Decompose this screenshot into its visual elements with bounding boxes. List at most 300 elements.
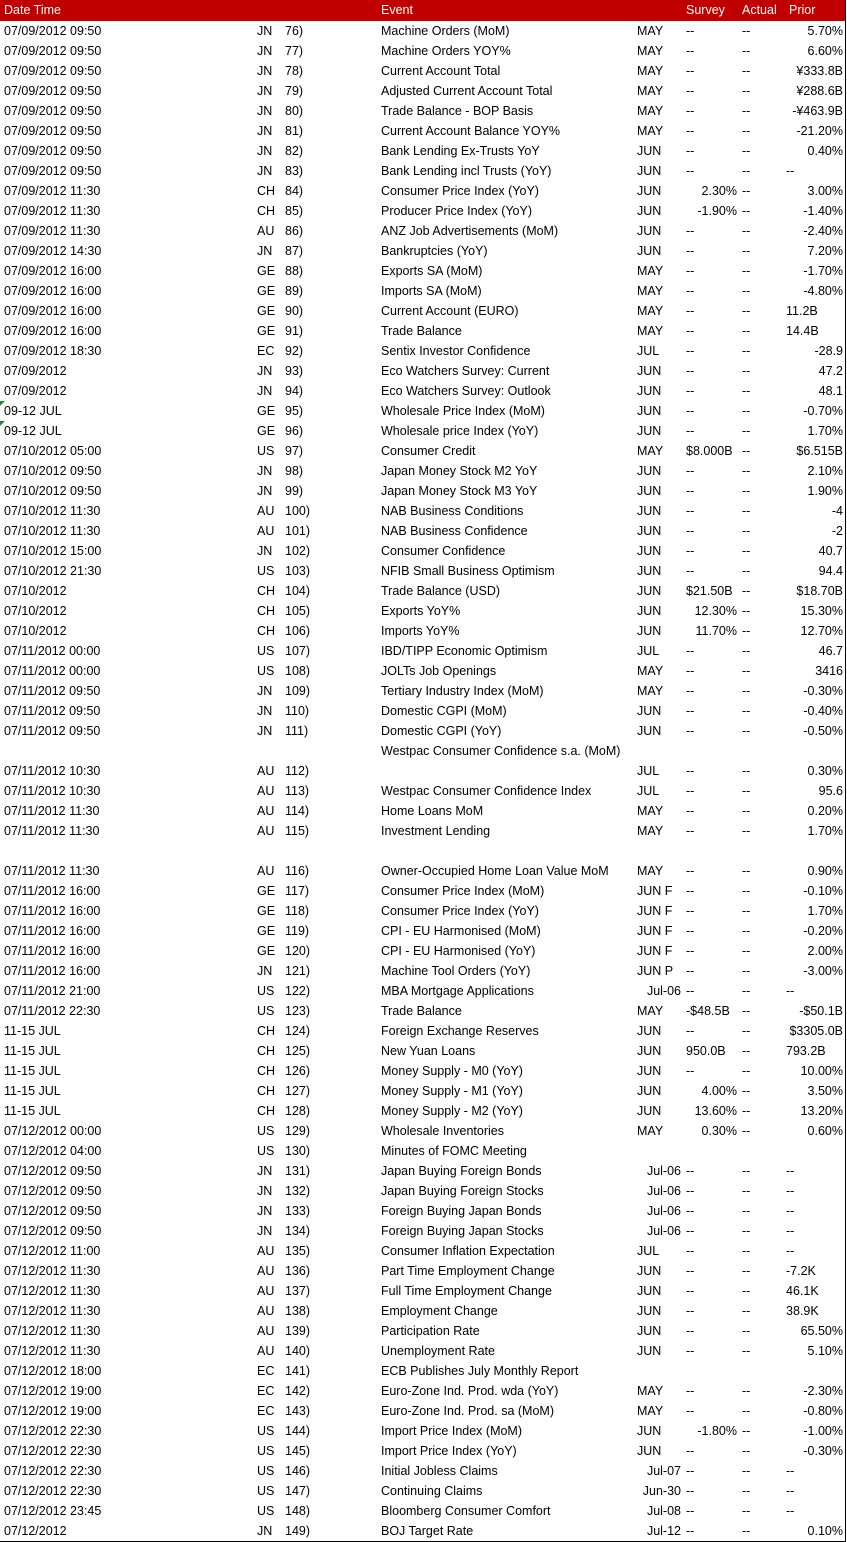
cell-survey: -- <box>686 144 695 158</box>
cell-event: CPI - EU Harmonised (YoY) <box>381 944 536 958</box>
cell-survey: -$48.5B <box>686 1004 730 1018</box>
cell-actual: -- <box>742 264 751 278</box>
cell-period: JUN <box>637 204 662 218</box>
cell-period: JUN <box>637 364 662 378</box>
table-row <box>0 401 845 421</box>
cell-survey: -- <box>686 84 695 98</box>
cell-country: AU <box>257 1344 275 1358</box>
cell-number: 90) <box>285 304 304 318</box>
cell-survey: -- <box>686 264 695 278</box>
cell-prior: 7.20% <box>807 244 843 258</box>
cell-number: 114) <box>285 804 310 818</box>
cell-prior: -- <box>786 1504 795 1518</box>
cell-datetime: 07/12/2012 22:30 <box>4 1424 102 1438</box>
cell-datetime: 07/09/2012 14:30 <box>4 244 102 258</box>
cell-actual: -- <box>742 184 751 198</box>
cell-datetime: 07/09/2012 16:00 <box>4 264 102 278</box>
cell-prior: $6.515B <box>796 444 843 458</box>
cell-event: NAB Business Confidence <box>381 524 528 538</box>
table-row <box>0 981 845 1001</box>
cell-datetime: 07/09/2012 11:30 <box>4 184 101 198</box>
cell-actual: -- <box>742 64 751 78</box>
cell-period: MAY <box>637 804 664 818</box>
cell-period: JUN <box>637 404 662 418</box>
cell-survey: -1.90% <box>697 204 737 218</box>
cell-survey: -- <box>686 864 695 878</box>
cell-datetime: 07/12/2012 11:00 <box>4 1244 101 1258</box>
cell-period: JUN <box>637 1104 662 1118</box>
cell-country: US <box>257 1124 275 1138</box>
cell-country: JN <box>257 964 273 978</box>
table-row <box>0 661 845 681</box>
cell-prior: 5.70% <box>807 24 843 38</box>
cell-period: MAY <box>637 1384 664 1398</box>
cell-event: Tertiary Industry Index (MoM) <box>381 684 544 698</box>
cell-prior: 0.60% <box>807 1124 843 1138</box>
table-row <box>0 1001 845 1021</box>
cell-datetime: 11-15 JUL <box>4 1024 61 1038</box>
cell-datetime: 07/10/2012 <box>4 624 67 638</box>
cell-period: JUN <box>637 1064 662 1078</box>
cell-prior: -- <box>786 1164 795 1178</box>
cell-actual: -- <box>742 544 751 558</box>
cell-survey: -- <box>686 764 695 778</box>
cell-number: 107) <box>285 644 311 658</box>
cell-survey: -- <box>686 284 695 298</box>
cell-country: JN <box>257 24 273 38</box>
cell-datetime: 07/09/2012 09:50 <box>4 164 102 178</box>
cell-number: 129) <box>285 1124 311 1138</box>
table-row <box>0 1101 845 1121</box>
cell-country: JN <box>257 1204 273 1218</box>
cell-number: 125) <box>285 1044 311 1058</box>
cell-country: AU <box>257 804 275 818</box>
cell-country: JN <box>257 544 273 558</box>
cell-event: Euro-Zone Ind. Prod. wda (YoY) <box>381 1384 559 1398</box>
cell-number: 148) <box>285 1504 311 1518</box>
cell-event: Part Time Employment Change <box>381 1264 555 1278</box>
cell-actual: -- <box>742 924 751 938</box>
cell-prior: 1.90% <box>807 484 843 498</box>
cell-period: MAY <box>637 824 664 838</box>
cell-country: CH <box>257 624 276 638</box>
cell-number: 133) <box>285 1204 311 1218</box>
cell-country: CH <box>257 1064 276 1078</box>
cell-country: US <box>257 564 275 578</box>
table-row <box>0 1441 845 1461</box>
cell-event: Exports YoY% <box>381 604 461 618</box>
cell-survey: -- <box>686 104 695 118</box>
table-row <box>0 901 845 921</box>
cell-period: MAY <box>637 304 664 318</box>
cell-period: JUN F <box>637 944 673 958</box>
cell-period: JUN F <box>637 904 673 918</box>
cell-country: AU <box>257 764 275 778</box>
cell-event: Money Supply - M0 (YoY) <box>381 1064 523 1078</box>
cell-prior: -21.20% <box>796 124 843 138</box>
cell-country: JN <box>257 84 273 98</box>
table-row <box>0 1201 845 1221</box>
cell-country: AU <box>257 1264 275 1278</box>
table-row <box>0 961 845 981</box>
cell-prior: 0.40% <box>807 144 843 158</box>
cell-country: US <box>257 1484 275 1498</box>
cell-country: GE <box>257 944 276 958</box>
cell-survey: -- <box>686 1404 695 1418</box>
cell-datetime: 07/09/2012 09:50 <box>4 144 102 158</box>
cell-number: 120) <box>285 944 311 958</box>
cell-datetime: 09-12 JUL <box>4 424 62 438</box>
cell-actual: -- <box>742 904 751 918</box>
table-body <box>0 21 845 1541</box>
cell-number: 109) <box>285 684 311 698</box>
cell-number: 147) <box>285 1484 311 1498</box>
cell-period: JUN <box>637 604 662 618</box>
table-row <box>0 1481 845 1501</box>
cell-survey: -- <box>686 1064 695 1078</box>
cell-number: 149) <box>285 1524 311 1538</box>
cell-actual: -- <box>742 884 751 898</box>
table-row <box>0 1501 845 1521</box>
cell-datetime: 07/09/2012 16:00 <box>4 324 102 338</box>
cell-number: 119) <box>285 924 310 938</box>
cell-datetime: 07/09/2012 09:50 <box>4 104 102 118</box>
cell-event: Employment Change <box>381 1304 498 1318</box>
cell-datetime: 07/09/2012 18:30 <box>4 344 102 358</box>
table-row <box>0 181 845 201</box>
cell-prior: ¥288.6B <box>796 84 843 98</box>
cell-actual: -- <box>742 684 751 698</box>
cell-actual: -- <box>742 1264 751 1278</box>
cell-period: MAY <box>637 24 664 38</box>
cell-actual: -- <box>742 44 751 58</box>
table-row <box>0 421 845 441</box>
cell-survey: -- <box>686 24 695 38</box>
cell-survey: -- <box>686 984 695 998</box>
cell-actual: -- <box>742 1044 751 1058</box>
cell-actual: -- <box>742 1204 751 1218</box>
header-datetime: Date Time <box>4 3 61 17</box>
cell-survey: -- <box>686 404 695 418</box>
cell-datetime: 07/11/2012 10:30 <box>4 784 101 798</box>
cell-period: JUN <box>637 1424 662 1438</box>
table-row <box>0 701 845 721</box>
cell-event: Bank Lending Ex-Trusts YoY <box>381 144 540 158</box>
cell-actual: -- <box>742 364 751 378</box>
cell-number: 108) <box>285 664 311 678</box>
cell-event: JOLTs Job Openings <box>381 664 497 678</box>
cell-actual: -- <box>742 424 751 438</box>
table-row <box>0 461 845 481</box>
cell-period: JUL <box>637 1244 660 1258</box>
cell-actual: -- <box>742 324 751 338</box>
cell-datetime: 07/11/2012 10:30 <box>4 764 101 778</box>
cell-number: 136) <box>285 1264 311 1278</box>
cell-country: GE <box>257 904 276 918</box>
cell-period: MAY <box>637 684 664 698</box>
cell-actual: -- <box>742 524 751 538</box>
cell-event: Consumer Price Index (YoY) <box>381 184 539 198</box>
cell-period: Jul-06 <box>646 1224 681 1238</box>
cell-prior: 1.70% <box>807 904 843 918</box>
cell-survey: -- <box>686 1384 695 1398</box>
cell-datetime: 07/10/2012 09:50 <box>4 484 102 498</box>
table-row <box>0 81 845 101</box>
cell-event: Wholesale Inventories <box>381 1124 504 1138</box>
cell-datetime: 07/11/2012 09:50 <box>4 704 101 718</box>
cell-actual: -- <box>742 1524 751 1538</box>
cell-period: Jul-08 <box>646 1504 681 1518</box>
cell-number: 102) <box>285 544 311 558</box>
cell-event: Unemployment Rate <box>381 1344 495 1358</box>
cell-period: JUL <box>637 344 660 358</box>
table-row <box>0 121 845 141</box>
cell-actual: -- <box>742 104 751 118</box>
cell-survey: -- <box>686 1284 695 1298</box>
header-event: Event <box>381 3 413 17</box>
cell-number: 89) <box>285 284 304 298</box>
cell-survey: 4.00% <box>701 1084 737 1098</box>
cell-period: JUN <box>637 1264 662 1278</box>
cell-survey: -- <box>686 1224 695 1238</box>
cell-event: Foreign Buying Japan Bonds <box>381 1204 542 1218</box>
cell-survey: -- <box>686 804 695 818</box>
cell-number: 135) <box>285 1244 311 1258</box>
cell-event: Machine Orders YOY% <box>381 44 511 58</box>
table-row <box>0 1401 845 1421</box>
cell-number: 122) <box>285 984 311 998</box>
table-row <box>0 21 845 41</box>
cell-actual: -- <box>742 484 751 498</box>
cell-period: JUN F <box>637 924 673 938</box>
cell-datetime: 07/12/2012 19:00 <box>4 1384 102 1398</box>
cell-country: US <box>257 1464 275 1478</box>
cell-prior: -2.40% <box>803 224 843 238</box>
cell-actual: -- <box>742 624 751 638</box>
cell-event: Bank Lending incl Trusts (YoY) <box>381 164 552 178</box>
cell-actual: -- <box>742 1124 751 1138</box>
cell-datetime: 07/09/2012 11:30 <box>4 204 101 218</box>
cell-period: MAY <box>637 324 664 338</box>
cell-event: New Yuan Loans <box>381 1044 476 1058</box>
cell-number: 144) <box>285 1424 311 1438</box>
cell-survey: -- <box>686 1244 695 1258</box>
cell-datetime: 07/10/2012 <box>4 584 67 598</box>
cell-survey: -- <box>686 824 695 838</box>
cell-event: Consumer Inflation Expectation <box>381 1244 555 1258</box>
cell-survey: -1.80% <box>697 1424 737 1438</box>
cell-period: JUN <box>637 524 662 538</box>
cell-number: 79) <box>285 84 304 98</box>
cell-prior: 12.70% <box>800 624 843 638</box>
cell-actual: -- <box>742 404 751 418</box>
table-row <box>0 1261 845 1281</box>
cell-survey: -- <box>686 884 695 898</box>
cell-period: JUN <box>637 544 662 558</box>
table-row <box>0 481 845 501</box>
cell-period: JUN <box>637 1084 662 1098</box>
cell-datetime: 07/11/2012 22:30 <box>4 1004 101 1018</box>
table-row <box>0 1281 845 1301</box>
cell-country: CH <box>257 184 276 198</box>
cell-period: Jul-12 <box>646 1524 681 1538</box>
cell-event: Foreign Exchange Reserves <box>381 1024 539 1038</box>
cell-event: Import Price Index (YoY) <box>381 1444 517 1458</box>
cell-event: Continuing Claims <box>381 1484 483 1498</box>
cell-number: 110) <box>285 704 310 718</box>
cell-number: 111) <box>285 724 309 738</box>
table-row <box>0 161 845 181</box>
cell-period: JUN <box>637 584 662 598</box>
cell-datetime: 07/10/2012 21:30 <box>4 564 102 578</box>
cell-event: Minutes of FOMC Meeting <box>381 1144 527 1158</box>
cell-event: Current Account (EURO) <box>381 304 519 318</box>
cell-survey: -- <box>686 504 695 518</box>
cell-prior: 46.1K <box>786 1284 819 1298</box>
cell-country: JN <box>257 1164 273 1178</box>
cell-period: MAY <box>637 1124 664 1138</box>
cell-number: 121) <box>285 964 311 978</box>
cell-prior: -¥463.9B <box>792 104 843 118</box>
cell-period: MAY <box>637 64 664 78</box>
cell-prior: -- <box>786 1184 795 1198</box>
cell-period: MAY <box>637 664 664 678</box>
cell-prior: 47.2 <box>818 364 843 378</box>
table-row <box>0 781 845 801</box>
cell-actual: -- <box>742 1324 751 1338</box>
table-row <box>0 501 845 521</box>
cell-prior: 6.60% <box>807 44 843 58</box>
table-row <box>0 881 845 901</box>
cell-event: Current Account Total <box>381 64 501 78</box>
cell-number: 80) <box>285 104 304 118</box>
cell-survey: -- <box>686 1464 695 1478</box>
cell-datetime: 07/12/2012 00:00 <box>4 1124 102 1138</box>
cell-period: JUN <box>637 384 662 398</box>
cell-datetime: 07/12/2012 09:50 <box>4 1224 102 1238</box>
cell-number: 139) <box>285 1324 311 1338</box>
cell-event: Bloomberg Consumer Comfort <box>381 1504 551 1518</box>
cell-prior: -- <box>786 1244 795 1258</box>
cell-event: IBD/TIPP Economic Optimism <box>381 644 548 658</box>
table-row <box>0 581 845 601</box>
cell-survey: -- <box>686 1304 695 1318</box>
cell-actual: -- <box>742 1384 751 1398</box>
table-row <box>0 681 845 701</box>
cell-country: JN <box>257 144 273 158</box>
cell-number: 76) <box>285 24 304 38</box>
cell-event: Trade Balance <box>381 324 462 338</box>
cell-datetime: 07/09/2012 <box>4 364 67 378</box>
cell-actual: -- <box>742 1464 751 1478</box>
cell-prior: -0.30% <box>803 684 843 698</box>
cell-datetime: 07/11/2012 16:00 <box>4 924 101 938</box>
cell-prior: -0.10% <box>803 884 843 898</box>
cell-datetime: 07/10/2012 11:30 <box>4 504 101 518</box>
cell-event: Participation Rate <box>381 1324 480 1338</box>
table-row <box>0 1321 845 1341</box>
cell-number: 134) <box>285 1224 311 1238</box>
cell-number: 88) <box>285 264 304 278</box>
cell-actual: -- <box>742 124 751 138</box>
cell-period: Jul-06 <box>646 1204 681 1218</box>
cell-survey: -- <box>686 904 695 918</box>
table-row <box>0 1121 845 1141</box>
cell-datetime: 07/12/2012 11:30 <box>4 1264 101 1278</box>
table-row <box>0 621 845 641</box>
cell-country: US <box>257 1444 275 1458</box>
cell-country: JN <box>257 64 273 78</box>
table-row <box>0 301 845 321</box>
cell-prior: -- <box>786 1224 795 1238</box>
table-row <box>0 201 845 221</box>
cell-actual: -- <box>742 1424 751 1438</box>
cell-event: Euro-Zone Ind. Prod. sa (MoM) <box>381 1404 554 1418</box>
cell-period: JUN <box>637 464 662 478</box>
cell-event: Money Supply - M1 (YoY) <box>381 1084 523 1098</box>
cell-prior: -28.9 <box>814 344 843 358</box>
cell-country: JN <box>257 364 273 378</box>
cell-country: CH <box>257 204 276 218</box>
cell-actual: -- <box>742 204 751 218</box>
cell-number: 113) <box>285 784 310 798</box>
cell-prior: 46.7 <box>818 644 843 658</box>
cell-datetime: 07/12/2012 11:30 <box>4 1304 101 1318</box>
cell-number: 145) <box>285 1444 311 1458</box>
table-row <box>0 1061 845 1081</box>
cell-country: US <box>257 1004 275 1018</box>
cell-number: 77) <box>285 44 304 58</box>
cell-number: 93) <box>285 364 304 378</box>
table-row <box>0 641 845 661</box>
cell-country: CH <box>257 584 276 598</box>
cell-country: AU <box>257 524 275 538</box>
cell-prior: -- <box>786 1464 795 1478</box>
cell-event: Current Account Balance YOY% <box>381 124 561 138</box>
cell-event: Machine Tool Orders (YoY) <box>381 964 531 978</box>
cell-datetime: 07/09/2012 09:50 <box>4 44 102 58</box>
cell-survey: -- <box>686 944 695 958</box>
header-actual: Actual <box>742 3 777 17</box>
cell-event: Japan Money Stock M3 YoY <box>381 484 538 498</box>
cell-actual: -- <box>742 784 751 798</box>
cell-event: Consumer Confidence <box>381 544 506 558</box>
cell-prior: -2 <box>831 524 843 538</box>
cell-prior: 2.00% <box>807 944 843 958</box>
cell-event: Westpac Consumer Confidence s.a. (MoM) <box>381 744 621 758</box>
cell-period: MAY <box>637 44 664 58</box>
cell-country: US <box>257 1504 275 1518</box>
cell-country: US <box>257 664 275 678</box>
cell-datetime: 07/12/2012 11:30 <box>4 1344 101 1358</box>
cell-period: MAY <box>637 444 664 458</box>
cell-number: 82) <box>285 144 304 158</box>
cell-country: GE <box>257 264 276 278</box>
cell-number: 91) <box>285 324 304 338</box>
cell-survey: -- <box>686 464 695 478</box>
cell-actual: -- <box>742 1004 751 1018</box>
cell-prior: 3416 <box>815 664 843 678</box>
cell-event: NFIB Small Business Optimism <box>381 564 555 578</box>
cell-survey: -- <box>686 544 695 558</box>
cell-number: 96) <box>285 424 304 438</box>
cell-number: 103) <box>285 564 311 578</box>
cell-datetime: 07/12/2012 18:00 <box>4 1364 102 1378</box>
cell-event: Eco Watchers Survey: Outlook <box>381 384 551 398</box>
cell-country: US <box>257 984 275 998</box>
cell-datetime: 07/11/2012 00:00 <box>4 664 101 678</box>
cell-period: JUN <box>637 724 662 738</box>
